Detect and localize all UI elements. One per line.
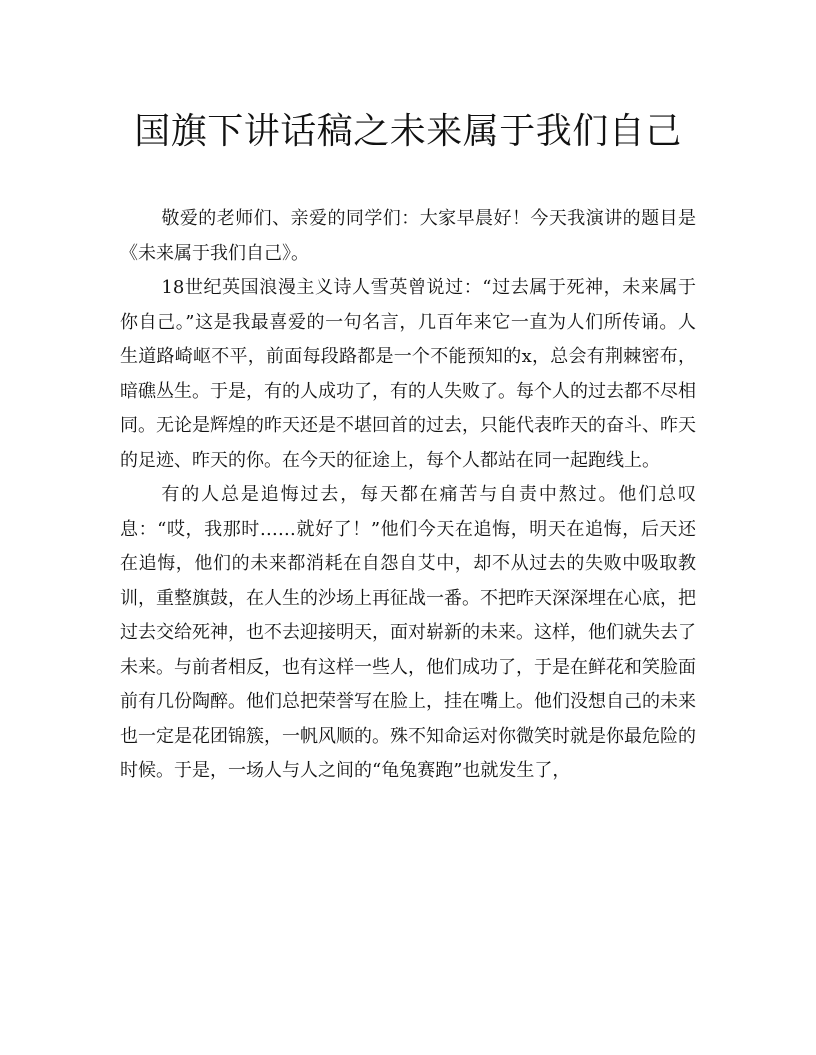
paragraph-quote: 18世纪英国浪漫主义诗人雪英曾说过：“过去属于死神，未来属于你自己。”这是我最喜爱的一句名言，几百年来它一直为人们所传诵。人生道路崎岖不平，前面每段路都是一个不能预知的x，总会有荆棘密布，暗礁丛生。于是，有的人成功了，有的人失败了。每个人的过去都不尽相同。无论是辉煌的昨天还是不堪回首的过去，只能代表昨天的奋斗、昨天的足迹、昨天的你。在今天的征途上，每个人都站在同一起跑线上。 — [120, 277, 696, 471]
paragraph-greeting: 敬爱的老师们、亲爱的同学们：大家早晨好！今天我演讲的题目是《未来属于我们自己》。 — [120, 208, 696, 264]
document-body — [120, 202, 696, 789]
document-title: 国旗下讲话稿之未来属于我们自己 — [134, 111, 682, 152]
paragraph-regret: 有的人总是追悔过去，每天都在痛苦与自责中熬过。他们总叹息：“哎，我那时……就好了！”他们今天在追悔，明天在追悔，后天还在追悔，他们的未来都消耗在自怨自艾中，却不从过去的失败中吸取教训，重整旗鼓，在人生的沙场上再征战一番。不把昨天深深埋在心底，把过去交给死神，也不去迎接明天，面对崭新的未来。这样，他们就失去了未来。与前者相反，也有这样一些人，他们成功了，于是在鲜花和笑脸面前有几份陶醉。他们总把荣誉写在脸上，挂在嘴上。他们没想自己的未来也一定是花团锦簇，一帆风顺的。殊不知命运对你微笑时就是你最危险的时候。于是，一场人与人之间的“龟兔赛跑”也就发生了， — [120, 484, 696, 781]
